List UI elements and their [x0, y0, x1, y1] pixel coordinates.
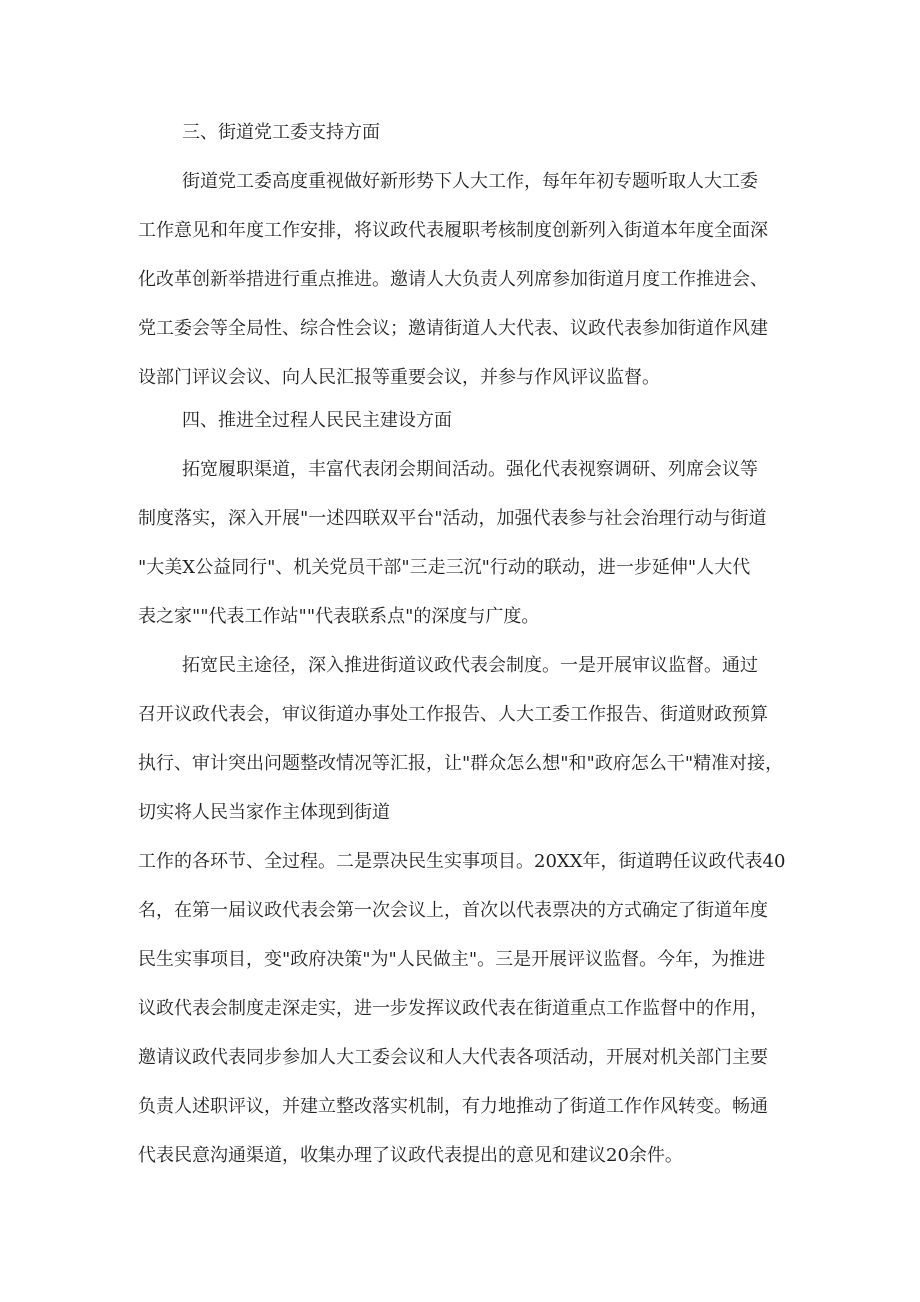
section-4-p2-line-3: 执行、审计突出问题整改情况等汇报，让"群众怎么想"和"政府怎么干"精准对接，: [138, 753, 784, 774]
section-4-p3-line-2: 名，在第一届议政代表会第一次会议上，首次以代表票决的方式确定了街道年度: [138, 900, 768, 921]
section-4-p1-line-1: 拓宽履职渠道，丰富代表闭会期间活动。强化代表视察调研、列席会议等: [182, 459, 758, 480]
section-4-p1-line-2: 制度落实，深入开展"一述四联双平台"活动，加强代表参与社会治理行动与街道: [138, 508, 767, 529]
section-4-p2-line-4: 切实将人民当家作主体现到街道: [138, 802, 390, 823]
section-3-line-2: 工作意见和年度工作安排，将议政代表履职考核制度创新列入街道本年度全面深: [138, 220, 768, 241]
section-3-heading: 三、街道党工委支持方面: [182, 122, 380, 143]
section-3-line-5: 设部门评议会议、向人民汇报等重要会议，并参与作风评议监督。: [138, 367, 660, 388]
section-4-p2-line-2: 召开议政代表会，审议街道办事处工作报告、人大工委工作报告、街道财政预算: [138, 704, 768, 725]
section-4-p3-line-6: 负责人述职评议，并建立整改落实机制，有力地推动了街道工作作风转变。畅通: [138, 1096, 768, 1117]
section-4-p3-line-3: 民生实事项目，变"政府决策"为"人民做主"。三是开展评议监督。今年，为推进: [138, 949, 766, 970]
section-3-line-3: 化改革创新举措进行重点推进。邀请人大负责人列席参加街道月度工作推进会、: [138, 269, 768, 290]
section-4-p3-line-7: 代表民意沟通渠道，收集办理了议政代表提出的意见和建议20余件。: [138, 1145, 683, 1166]
section-4-p3-line-5: 邀请议政代表同步参加人大工委会议和人大代表各项活动，开展对机关部门主要: [138, 1047, 768, 1068]
section-3-line-1: 街道党工委高度重视做好新形势下人大工作，每年年初专题听取人大工委: [182, 171, 758, 192]
section-4-p1-line-4: 表之家""代表工作站""代表联系点"的深度与广度。: [138, 606, 540, 627]
section-4-p3-line-4: 议政代表会制度走深走实，进一步发挥议政代表在街道重点工作监督中的作用，: [138, 998, 768, 1019]
section-4-heading: 四、推进全过程人民民主建设方面: [182, 410, 452, 431]
section-3-line-4: 党工委会等全局性、综合性会议；邀请街道人大代表、议政代表参加街道作风建: [138, 318, 768, 339]
section-4-p2-line-1: 拓宽民主途径，深入推进街道议政代表会制度。一是开展审议监督。通过: [182, 655, 758, 676]
section-4-p3-line-1: 工作的各环节、全过程。二是票决民生实事项目。20XX年，街道聘任议政代表40: [138, 851, 786, 872]
section-4-p1-line-3: "大美X公益同行"、机关党员干部"三走三沉"行动的联动，进一步延伸"人大代: [138, 557, 751, 578]
